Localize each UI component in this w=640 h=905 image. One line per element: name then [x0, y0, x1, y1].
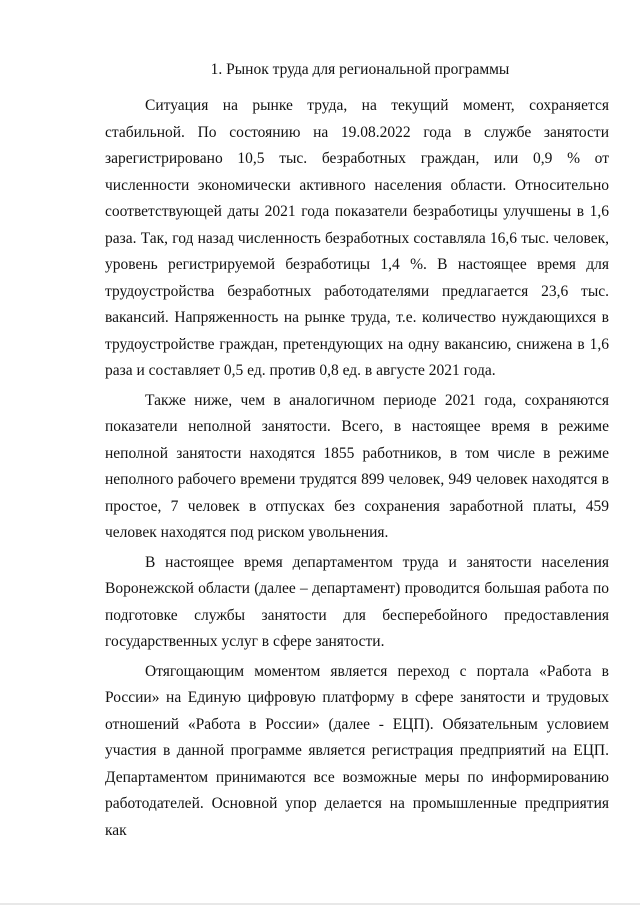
paragraph-department-work: В настоящее время департаментом труда и занятости населения Воронежской области (далее – департамент) проводится большая работа по подготовке службы занятости для бесперебойного предоставления государственных услуг в сфере занятости. — [105, 553, 609, 650]
paragraph-part-time-employment: Также ниже, чем в аналогичном периоде 2021 года, сохраняются показатели неполной занятости. Всего, в настоящее время в режиме неполной занятости находятся 1855 работников, в том числе в режиме неполного рабочего времени трудятся 899 человек, 949 человек находятся в простое, 7 человек в отпусках без сохранения заработной платы, 459 человек находятся под риском увольнения. — [105, 391, 609, 541]
paragraph-platform-transition: Отягощающим моментом является переход с портала «Работа в России» на Единую цифровую платформу в сфере занятости и трудовых отношений «Работа в России» (далее - ЕЦП). Обязательным условием участия в данной программе является регистрация предприятий на ЕЦП. Департаментом принимаются все возможные меры по информированию работодателей. Основной упор делается на промышленные предприятия как — [105, 662, 609, 839]
section-heading: 1. Рынок труда для региональной программы — [210, 61, 510, 78]
paragraph-labor-market-situation: Ситуация на рынке труда, на текущий момент, сохраняется стабильной. По состоянию на 19.08.2022 года в службе занятости зарегистрировано 10,5 тыс. безработных граждан, или 0,9 % от численности экономически активного населения области. Относительно соответствующей даты 2021 года показатели безработицы улучшены в 1,6 раза. Так, год назад численность безработных составляла 16,6 тыс. человек, уровень регистрируемой безработицы 1,4 %. В настоящее время для трудоустройства безработных работодателями предлагается 23,6 тыс. вакансий. Напряженность на рынке труда, т.е. количество нуждающихся в трудоустройстве граждан, претендующих на одну вакансию, снижена в 1,6 раза и составляет 0,5 ед. против 0,8 ед. в августе 2021 года. — [105, 97, 609, 379]
body-text — [105, 93, 609, 844]
